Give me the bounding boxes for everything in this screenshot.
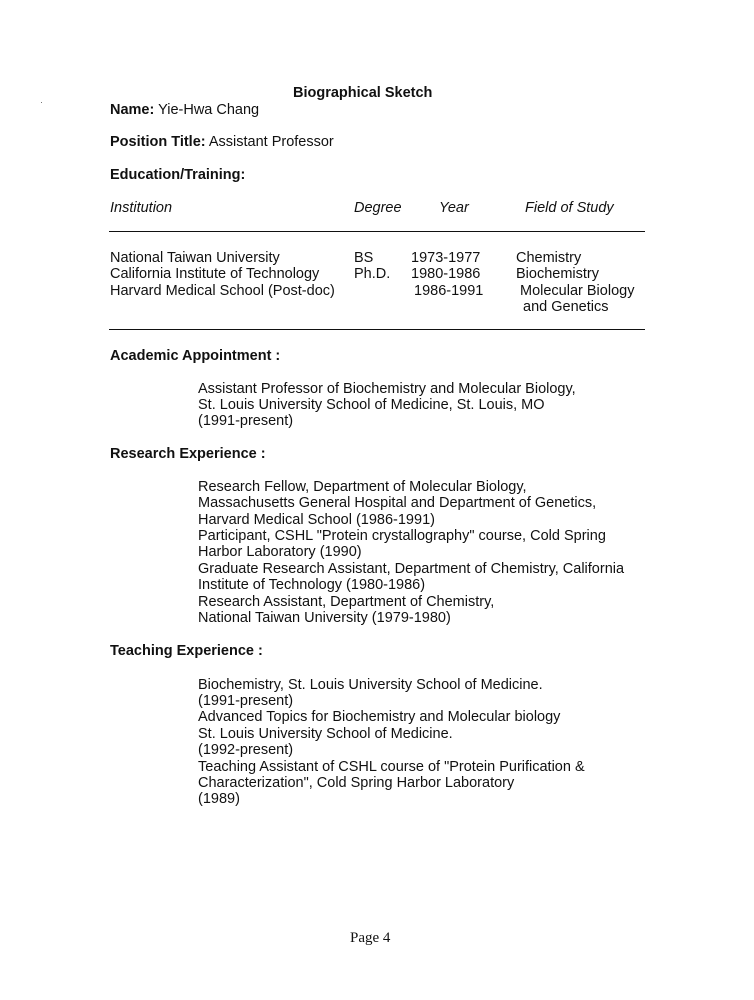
research-line: Research Assistant, Department of Chemistry, xyxy=(198,594,495,610)
page-number: Page 4 xyxy=(350,930,391,946)
row-2-institution: California Institute of Technology xyxy=(110,266,320,282)
row-1-degree: BS xyxy=(354,250,374,266)
header-degree: Degree xyxy=(354,200,402,216)
row-2-year: 1980-1986 xyxy=(411,266,481,282)
row-3-institution: Harvard Medical School (Post-doc) xyxy=(110,283,335,299)
education-heading: Education/Training: xyxy=(110,167,246,183)
research-line: Massachusetts General Hospital and Department of Genetics, xyxy=(198,495,597,511)
row-1-field: Chemistry xyxy=(516,250,582,266)
teaching-line: Biochemistry, St. Louis University School of Medicine. xyxy=(198,677,543,693)
row-2-degree: Ph.D. xyxy=(354,266,391,282)
row-1-institution: National Taiwan University xyxy=(110,250,280,266)
name-line xyxy=(110,102,259,118)
row-1-year: 1973-1977 xyxy=(411,250,481,266)
teaching-line: (1992-present) xyxy=(198,742,294,758)
academic-heading: Academic Appointment : xyxy=(110,348,281,364)
research-line: Research Fellow, Department of Molecular Biology, xyxy=(198,479,527,495)
row-3-field-cont: and Genetics xyxy=(523,299,609,315)
research-line: National Taiwan University (1979-1980) xyxy=(198,610,451,626)
position-label: Position Title: xyxy=(110,134,206,150)
research-line: Participant, CSHL "Protein crystallography" course, Cold Spring xyxy=(198,528,606,544)
row-3-field: Molecular Biology xyxy=(520,283,635,299)
position-value: Assistant Professor xyxy=(208,134,334,150)
header-field: Field of Study xyxy=(525,200,614,216)
name-label: Name: xyxy=(110,102,155,118)
research-line: Institute of Technology (1980-1986) xyxy=(198,577,426,593)
teaching-line: (1991-present) xyxy=(198,693,294,709)
row-2-field: Biochemistry xyxy=(516,266,599,282)
research-line: Harbor Laboratory (1990) xyxy=(198,544,362,560)
document-title: Biographical Sketch xyxy=(293,85,433,101)
position-line xyxy=(110,134,334,150)
teaching-line: St. Louis University School of Medicine. xyxy=(198,726,453,742)
research-line: Harvard Medical School (1986-1991) xyxy=(198,512,435,528)
header-year: Year xyxy=(439,200,469,216)
research-line: Graduate Research Assistant, Department of Chemistry, California xyxy=(198,561,625,577)
table-top-rule xyxy=(109,231,645,232)
academic-line: (1991-present) xyxy=(198,413,294,429)
header-institution: Institution xyxy=(110,200,173,216)
research-heading: Research Experience : xyxy=(110,446,266,462)
academic-line: St. Louis University School of Medicine, St. Louis, MO xyxy=(198,397,545,413)
academic-line: Assistant Professor of Biochemistry and Molecular Biology, xyxy=(198,381,576,397)
name-value: Yie-Hwa Chang xyxy=(158,102,260,118)
scan-speck xyxy=(41,102,42,103)
teaching-line: Teaching Assistant of CSHL course of "Protein Purification & xyxy=(198,759,585,775)
teaching-line: Characterization", Cold Spring Harbor Laboratory xyxy=(198,775,515,791)
teaching-line: Advanced Topics for Biochemistry and Molecular biology xyxy=(198,709,561,725)
teaching-line: (1989) xyxy=(198,791,240,807)
teaching-heading: Teaching Experience : xyxy=(110,643,263,659)
table-bottom-rule xyxy=(109,329,645,330)
row-3-year: 1986-1991 xyxy=(414,283,484,299)
